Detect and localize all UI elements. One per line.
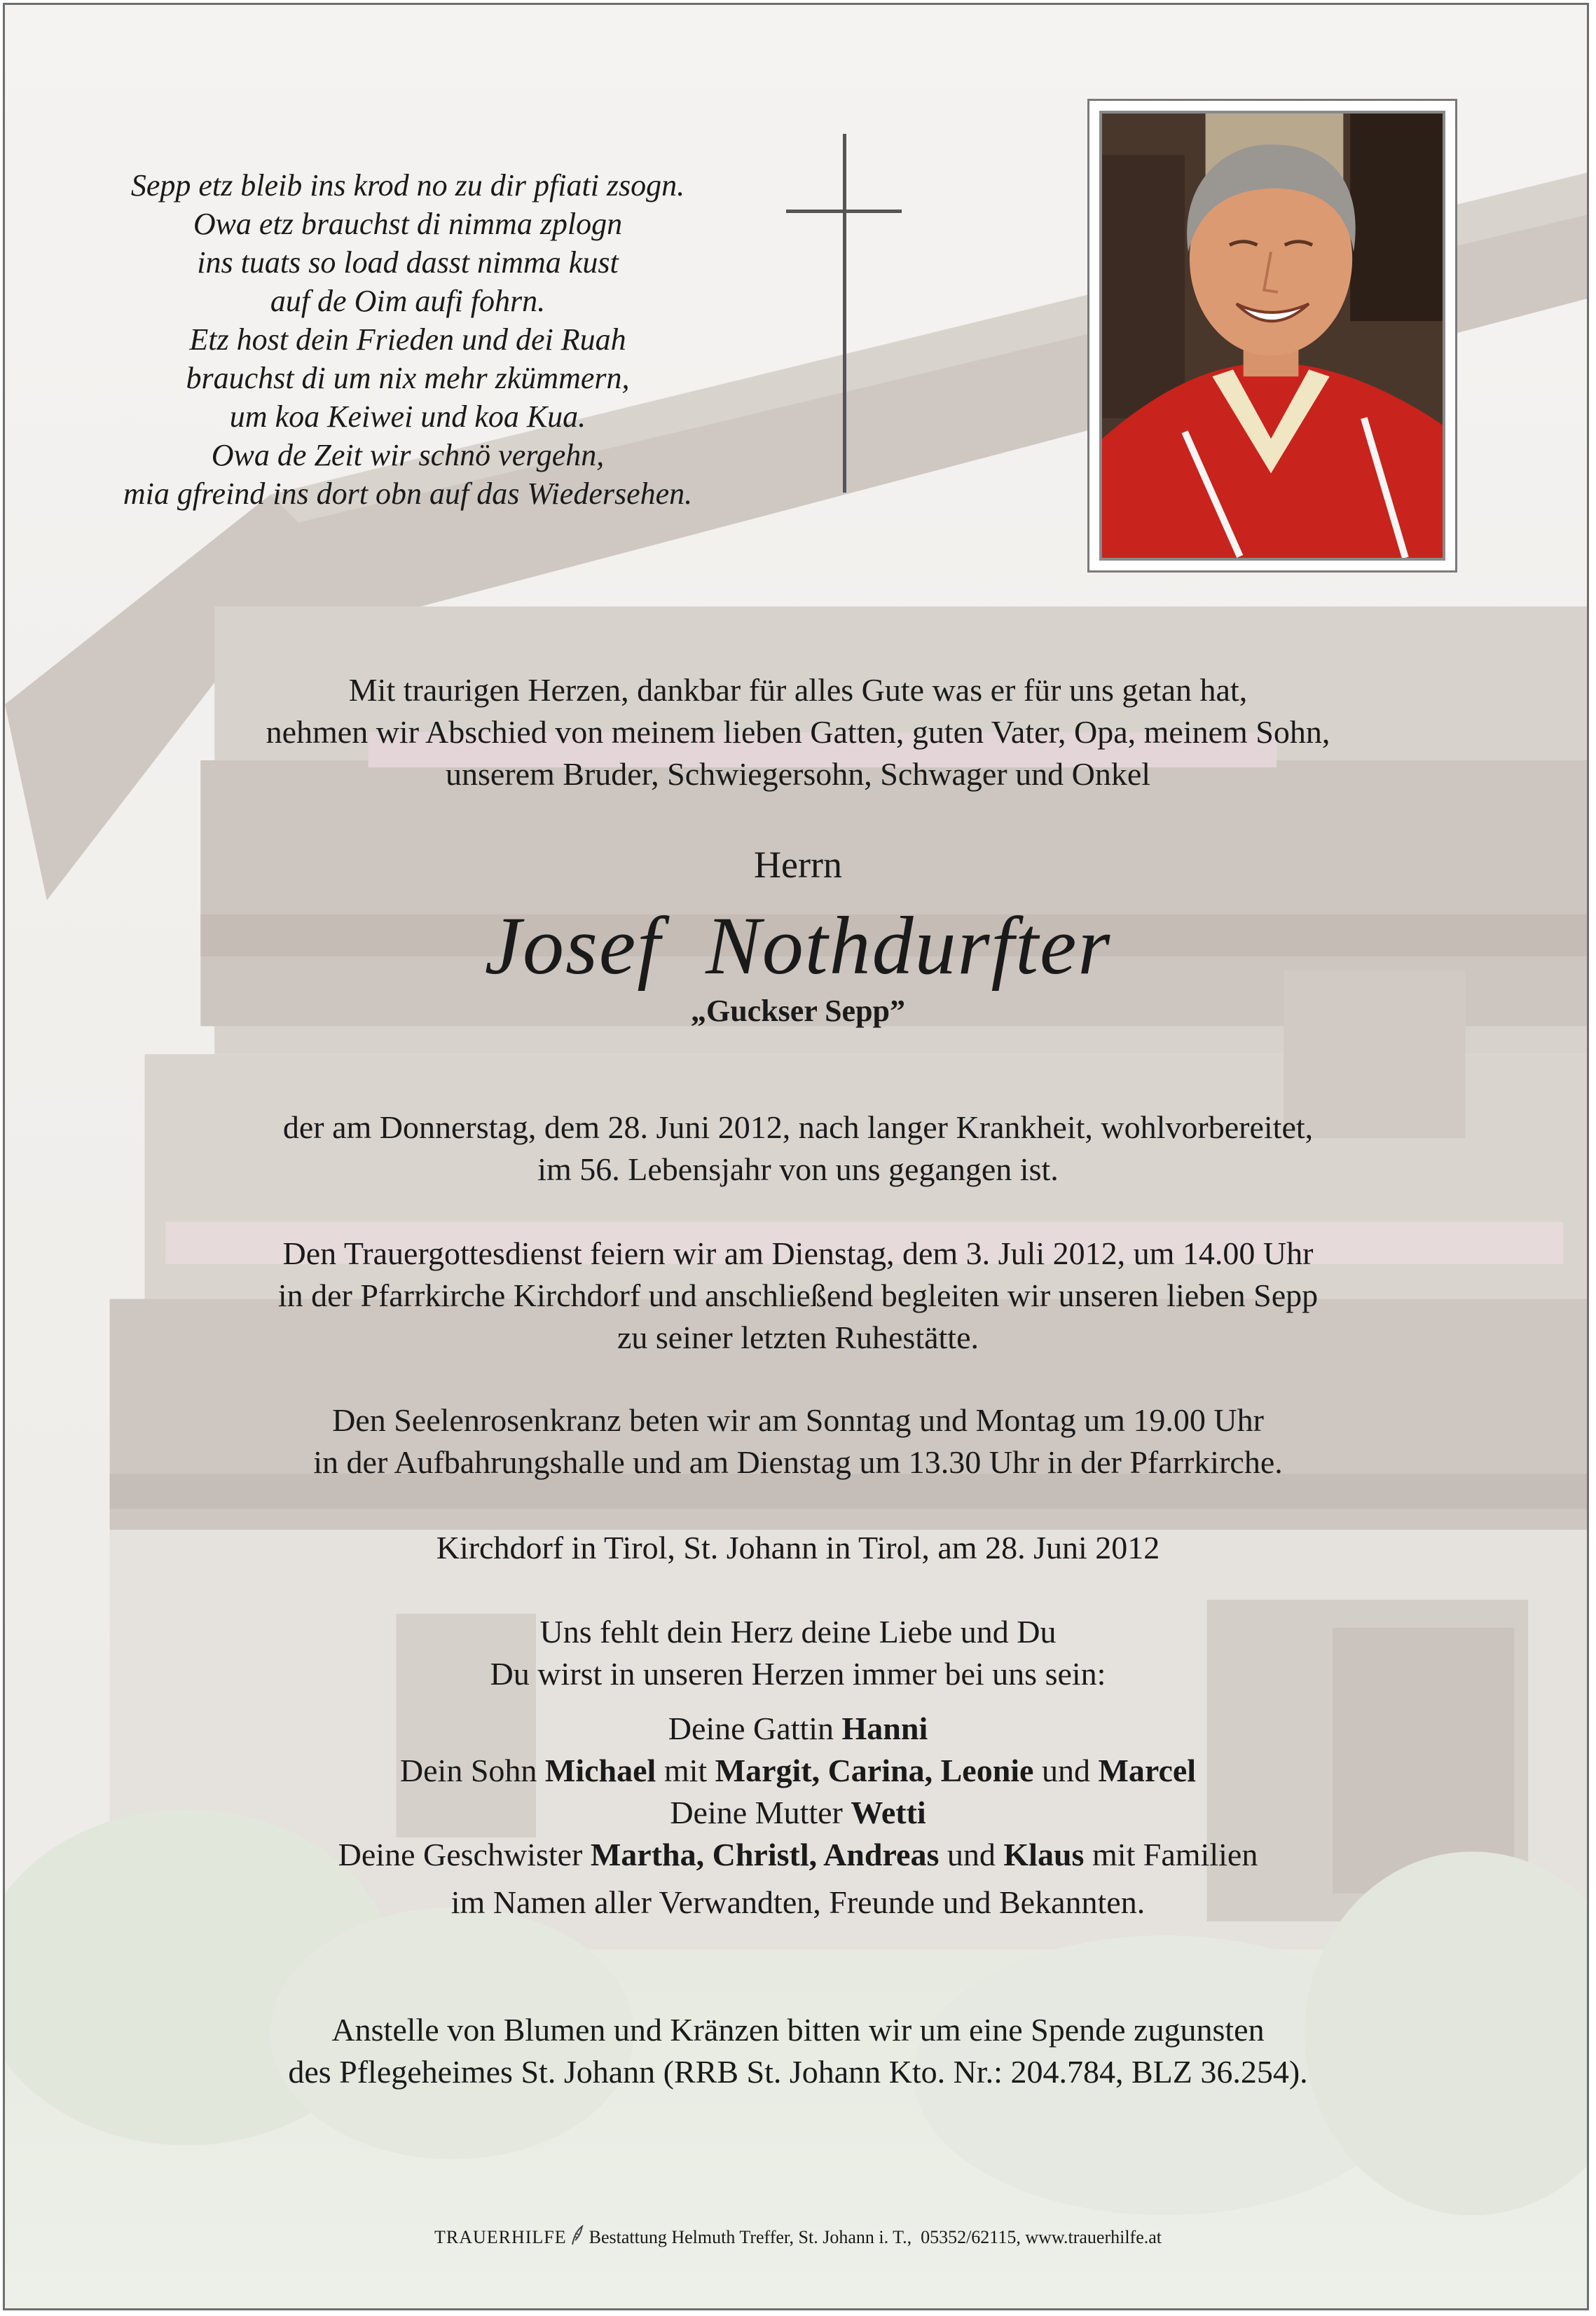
remembrance-line: Uns fehlt dein Herz deine Liebe und Du [539,1614,1057,1650]
mourner-son [5,1750,1589,1792]
rosary-line: in der Aufbahrungshalle und am Dienstag um 13.30 Uhr in der Pfarrkirche. [313,1444,1283,1480]
death-notice [5,1106,1589,1191]
poem-line: um koa Keiwei und koa Kua. [229,399,586,434]
remembrance-line: Du wirst in unseren Herzen immer bei uns sein: [490,1656,1106,1692]
poem-line: Owa de Zeit wir schnö vergehn, [211,438,605,472]
mourner-relation: Deine Gattin [668,1711,842,1746]
mourner-name: Martha, Christl, Andreas [590,1837,940,1872]
mourner-relation: Deine Geschwister [338,1837,591,1872]
footer-brand: TRAUERHILFE [434,2227,567,2247]
service-line: in der Pfarrkirche Kirchdorf und anschließend begleiten wir unseren lieben Sepp [277,1277,1319,1313]
poem-line: auf de Oim aufi fohrn. [270,284,546,318]
place-date-line: Kirchdorf in Tirol, St. Johann in Tirol, am 28. Juni 2012 [436,1530,1160,1565]
mourner-siblings [5,1834,1589,1876]
mourner-connector: mit [656,1753,715,1788]
mourner-connector: und [939,1837,1004,1872]
mourner-connector: mit Familien [1084,1837,1258,1872]
poem-line: brauchst di um nix mehr zkümmern, [186,361,630,395]
deceased-name-text: Josef Nothdurfter [484,900,1112,992]
poem-line: Etz host dein Frieden und dei Ruah [189,322,626,357]
poem-line: Owa etz brauchst di nimma zplogn [193,207,623,241]
obituary-page [3,3,1589,2310]
poem-line: ins tuats so load dasst nimma kust [197,245,619,280]
salutation: Herrn [754,844,842,886]
intro-text [5,669,1589,795]
mourner-connector: und [1033,1753,1099,1788]
death-line: im 56. Lebensjahr von uns gegangen ist. [537,1151,1059,1187]
funeral-service-notice [5,1233,1589,1359]
mourner-name: Wetti [851,1795,926,1830]
rosary-notice [5,1399,1589,1484]
service-line: Den Trauergottesdienst feiern wir am Dienstag, dem 3. Juli 2012, um 14.00 Uhr [282,1235,1314,1271]
donation-line: Anstelle von Blumen und Kränzen bitten wir um eine Spende zugunsten [331,2012,1265,2048]
portrait-photo [1099,111,1445,561]
donation-notice [5,2009,1589,2093]
donation-line: des Pflegeheimes St. Johann (RRB St. Johann Kto. Nr.: 204.784, BLZ 36.254). [288,2054,1308,2090]
mourner-name: Hanni [841,1711,928,1746]
mourner-name: Margit, Carina, Leonie [715,1753,1034,1788]
poem-line: Sepp etz bleib ins krod no zu dir pfiati zsogn. [130,168,685,203]
intro-line: Mit traurigen Herzen, dankbar für alles Gute was er für uns getan hat, [348,672,1248,708]
poem-line: mia gfreind ins dort obn auf das Wiedersehen. [123,477,693,511]
rosary-line: Den Seelenrosenkranz beten wir am Sonntag und Montag um 19.00 Uhr [332,1402,1264,1438]
footer [5,2225,1589,2250]
mourner-name: Marcel [1098,1753,1197,1788]
intro-line: nehmen wir Abschied von meinem lieben Gatten, guten Vater, Opa, meinem Sohn, [266,714,1330,750]
service-line: zu seiner letzten Ruhestätte. [617,1320,979,1355]
mourners-list [5,1708,1589,1924]
death-line: der am Donnerstag, dem 28. Juni 2012, nach langer Krankheit, wohlvorbereitet, [282,1109,1314,1145]
mourner-relation: Dein Sohn [399,1753,545,1788]
intro-line: unserem Bruder, Schwiegersohn, Schwager und Onkel [445,756,1151,792]
portrait-photo-frame [1087,99,1457,573]
cross-icon-bar [786,210,902,213]
nickname: „Guckser Sepp” [690,994,906,1028]
mourner-name: Michael [544,1753,656,1788]
remembrance-text [5,1611,1589,1695]
poem [68,166,748,513]
place-date [5,1527,1589,1569]
mourner-wife [5,1708,1589,1750]
mourner-mother [5,1792,1589,1834]
feather-logo-icon [570,2225,585,2246]
mourner-name: Klaus [1003,1837,1085,1872]
footer-details: Bestattung Helmuth Treffer, St. Johann i. T., 05352/62115, www.trauerhilfe.at [589,2227,1162,2247]
mourner-relatives: im Namen aller Verwandten, Freunde und Bekannten. [450,1884,1146,1920]
mourner-relation: Deine Mutter [670,1795,851,1830]
deceased-name [5,900,1589,992]
cross-icon [843,134,846,493]
